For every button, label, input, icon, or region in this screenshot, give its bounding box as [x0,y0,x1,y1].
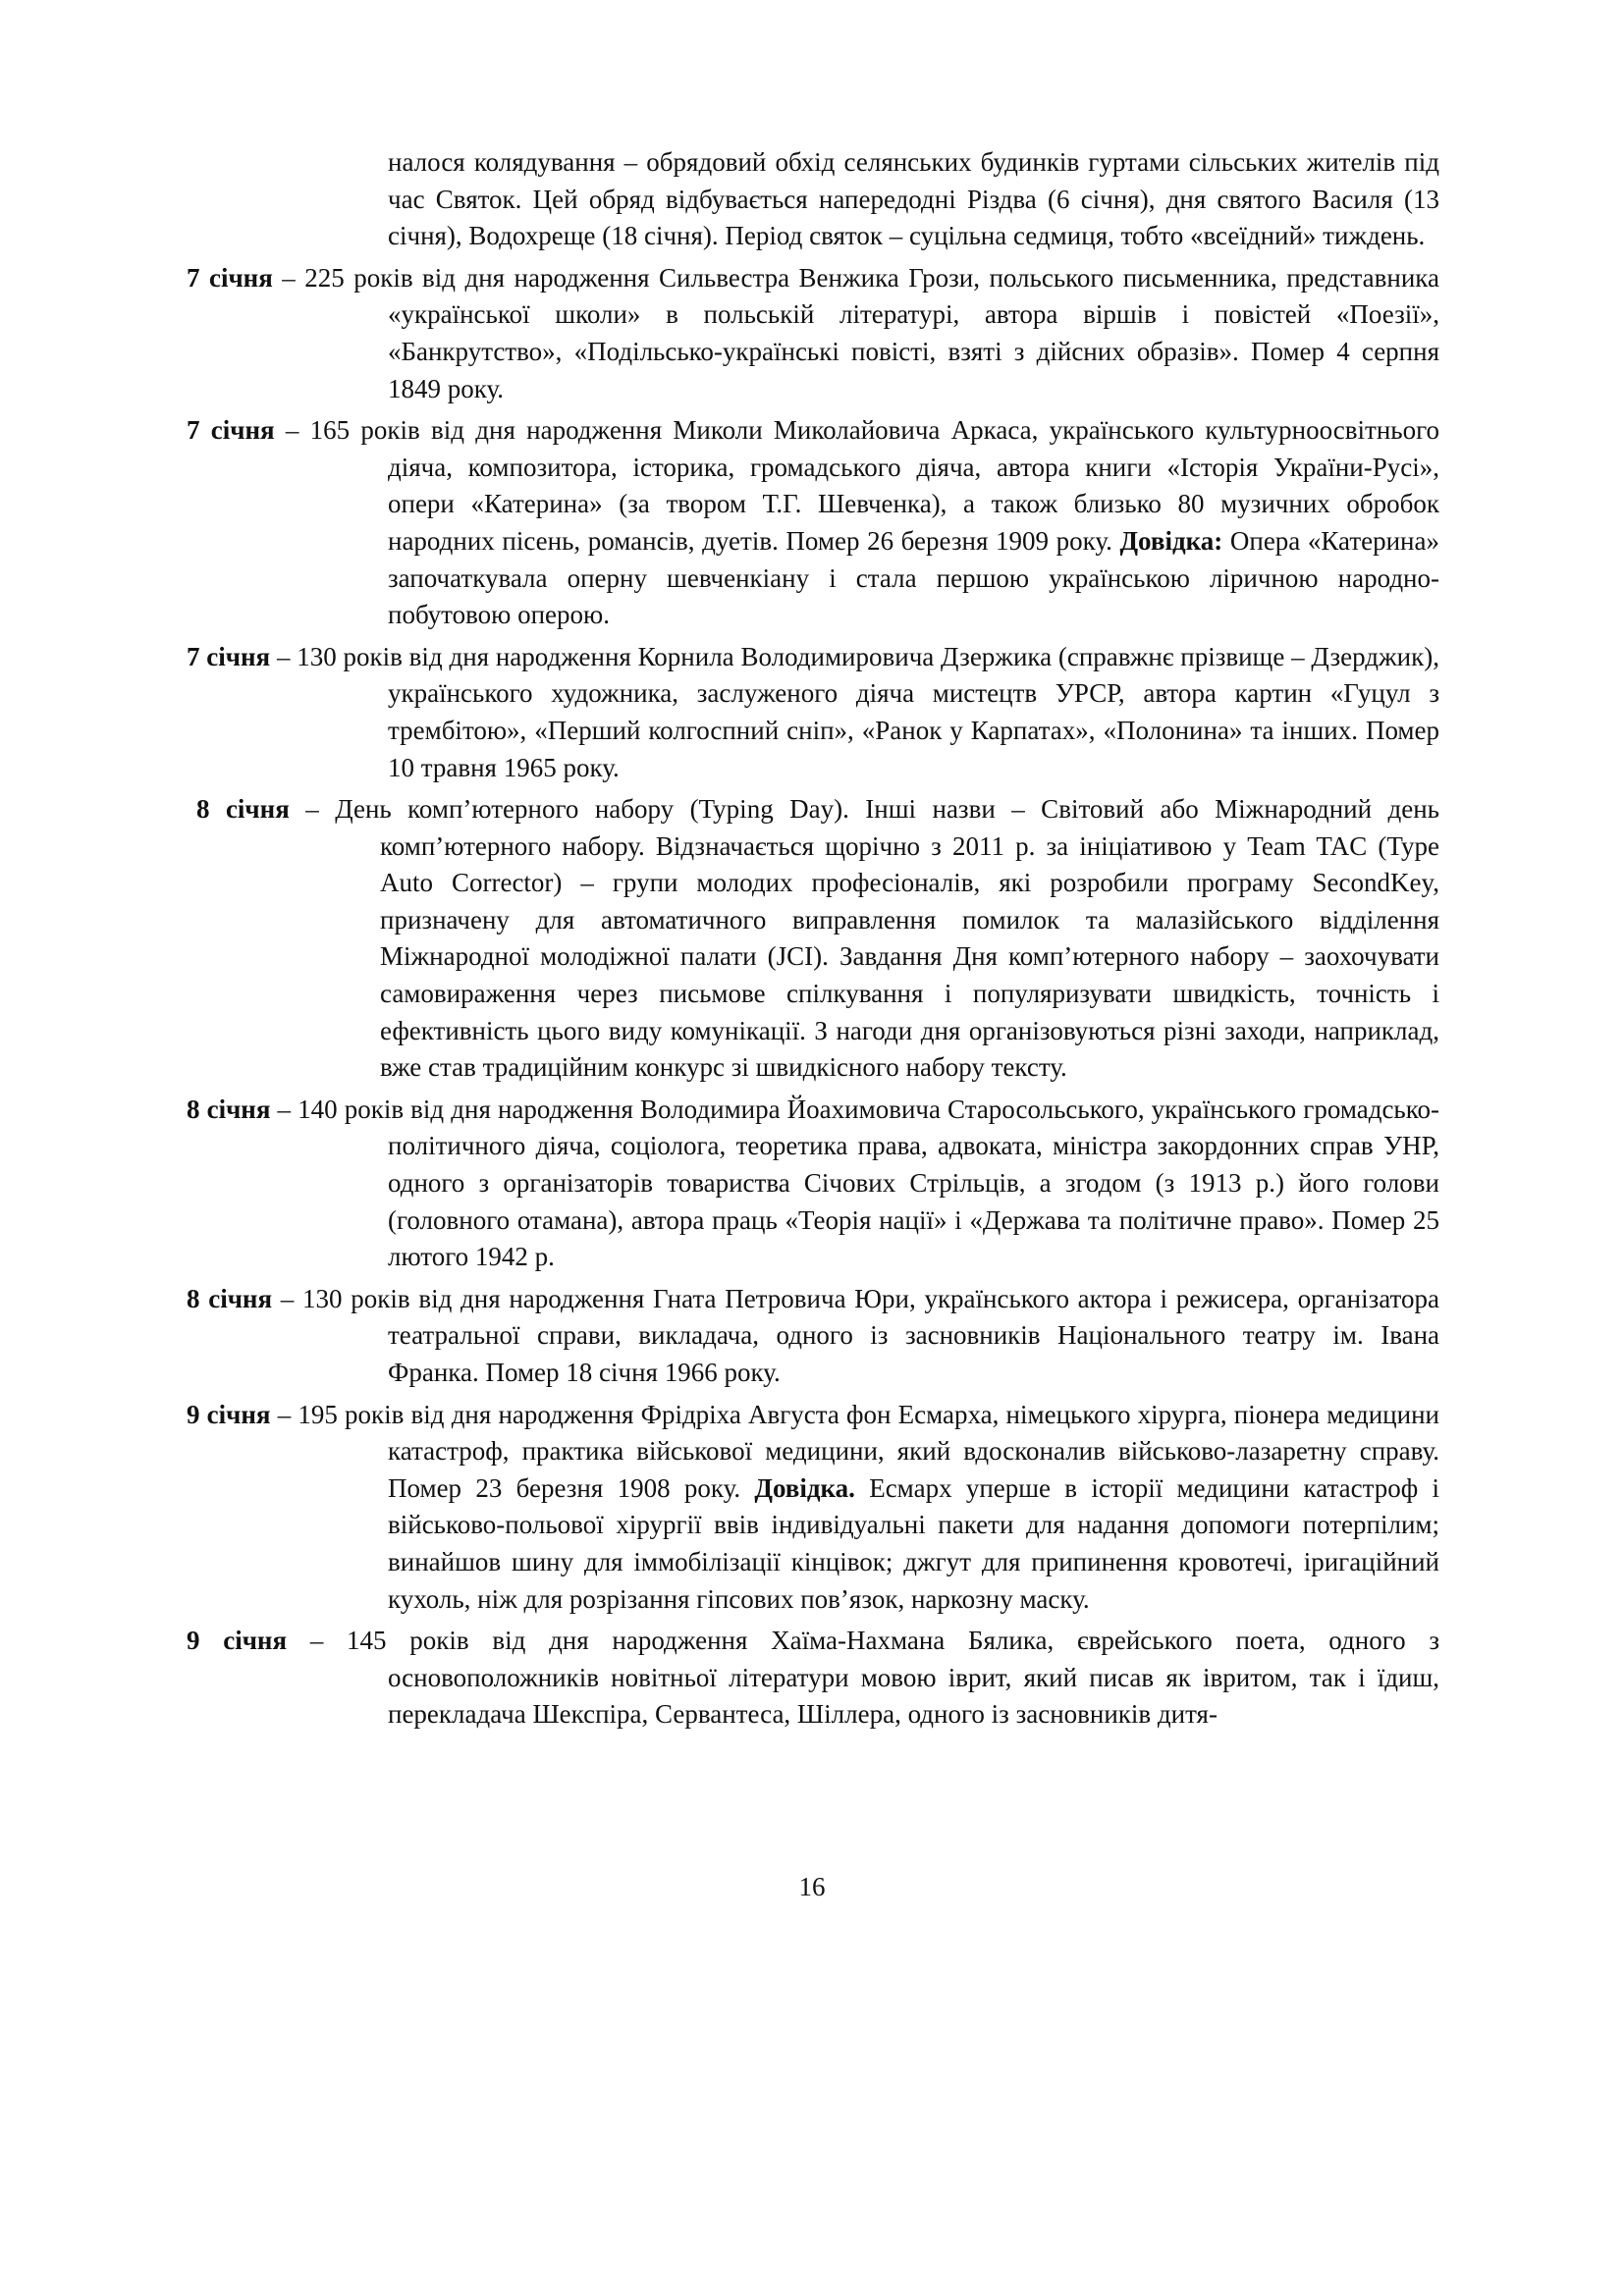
note-label: Довідка. [754,1472,855,1503]
entry-chaim-bialik [187,1623,1439,1734]
entry-date: 9 січня [187,1626,288,1656]
entry-date: 9 січня [187,1399,271,1429]
entry-date: 7 січня [187,262,273,293]
entry-text: – 140 років від дня народження Володимира Йоахимовича Старосольського, українського громадсько-політичного діяча, соціолога, теоретика права, адвоката, міністра закордонних справ УНР, одного з організаторів товариства Січових Стрільців, а згодом (з 1913 р.) його голови (головного отамана), автора праць «Теорія нації» і «Держава та політичне право». Помер 25 лютого 1942 р. [270,1094,1439,1272]
entry-typing-day [187,791,1439,1087]
entry-text: – 165 років від дня народження Миколи Миколайовича Аркаса, українського культурноосвітнього діяча, композитора, історика, громадського діяча, автора книги «Історія України-Русі», опери «Катерина» (за твором Т.Г. Шевченка), а також близько 80 музичних обробок народних пісень, романсів, дуетів. Помер 26 березня 1909 року. [274,415,1439,556]
entry-text: – День комп’ютерного набору (Typing Day). Інші назви – Світовий або Міжнародний день комп’ютерного набору. Відзначається щорічно з 2011 р. за ініціативою у Team TAC (Type Auto Corrector) – групи молодих професіоналів, які розробили програму SecondKey, призначену для автоматичного виправлення помилок та малазійського відділення Міжнародної молодіжної палати (JCI). Завдання Дня комп’ютерного набору – заохочувати самовираження через письмове спілкування і популяризувати швидкість, точність і ефективність цього виду комунікації. З нагоди дня організовуються різні заходи, наприклад, вже став традиційним конкурс зі швидкісного набору тексту. [289,794,1439,1083]
entry-kornylo-dzerzhyk [187,639,1439,786]
text-column [187,144,1439,1738]
entry-text: – 195 років від дня народження Фрідріха Августа фон Есмарха, німецького хірурга, піонера медицини катастроф, практика військової медицини, який вдосконалив військово-лазаретну справу. Помер 23 березня 1908 року. [270,1399,1439,1503]
entry-continuation [187,144,1439,255]
entry-mykola-arkas [187,412,1439,634]
entry-date: 8 січня [187,1283,273,1313]
entry-date: 8 січня [196,794,290,825]
entry-date: 7 січня [187,641,271,671]
entry-volodymyr-starosolskyi [187,1092,1439,1276]
entry-hnat-yura [187,1281,1439,1392]
entry-friedrich-esmarch [187,1397,1439,1619]
entry-text: – 130 років від дня народження Корнила Володимировича Дзержика (справжнє прізвище – Дзерджик), українського художника, заслуженого діяча мистецтв УРСР, автора картин «Гуцул з трембітою», «Перший колгоспний сніп», «Ранок у Карпатах», «Полонина» та інших. Помер 10 травня 1965 року. [270,641,1439,782]
note-text: Есмарх уперше в історії медицини катастроф і військово-польової хірургії ввів індивідуальні пакети для надання допомоги потерпілим; винайшов шину для іммобілізації кінцівок; джгут для припинення кровотечі, іригаційний кухоль, ніж для розрізання гіпсових пов’язок, наркозну маску. [388,1472,1439,1614]
entry-date: 8 січня [187,1094,271,1124]
entry-date: 7 січня [187,415,275,446]
entry-text: налося колядування – обрядовий обхід селянських будинків гуртами сільських жителів під час Святок. Цей обряд відбувається напередодні Різдва (6 січня), дня святого Василя (13 січня), Водохреще (18 січня). Період святок – суцільна седмиця, тобто «всеїдний» тиждень. [388,147,1439,251]
entry-sylvester-groza [187,260,1439,407]
note-text: Опера «Катерина» започаткувала оперну шевченкіану і стала першою українською ліричною народно-побутовою оперою. [388,525,1439,630]
entry-text: – 130 років від дня народження Гната Петровича Юри, українського актора і режисера, організатора театральної справи, викладача, одного із засновників Національного театру ім. Івана Франка. Помер 18 січня 1966 року. [272,1283,1439,1387]
entry-text: – 225 років від дня народження Сильвестра Венжика Грози, польського письменника, представника «української школи» в польській літературі, автора віршів і повістей «Поезії», «Банкрутство», «Подільсько-українські повісті, взяті з дійсних образів». Помер 4 серпня 1849 року. [272,262,1439,403]
note-label: Довідка: [1119,525,1223,556]
entry-text: – 145 років від дня народження Хаїма-Нахмана Бялика, єврейського поета, одного з основоположників новітньої літератури мовою іврит, який писав як івритом, так і їдиш, перекладача Шекспіра, Сервантеса, Шіллера, одного із засновників дитя- [287,1626,1439,1730]
page-number: 16 [798,1872,826,1901]
